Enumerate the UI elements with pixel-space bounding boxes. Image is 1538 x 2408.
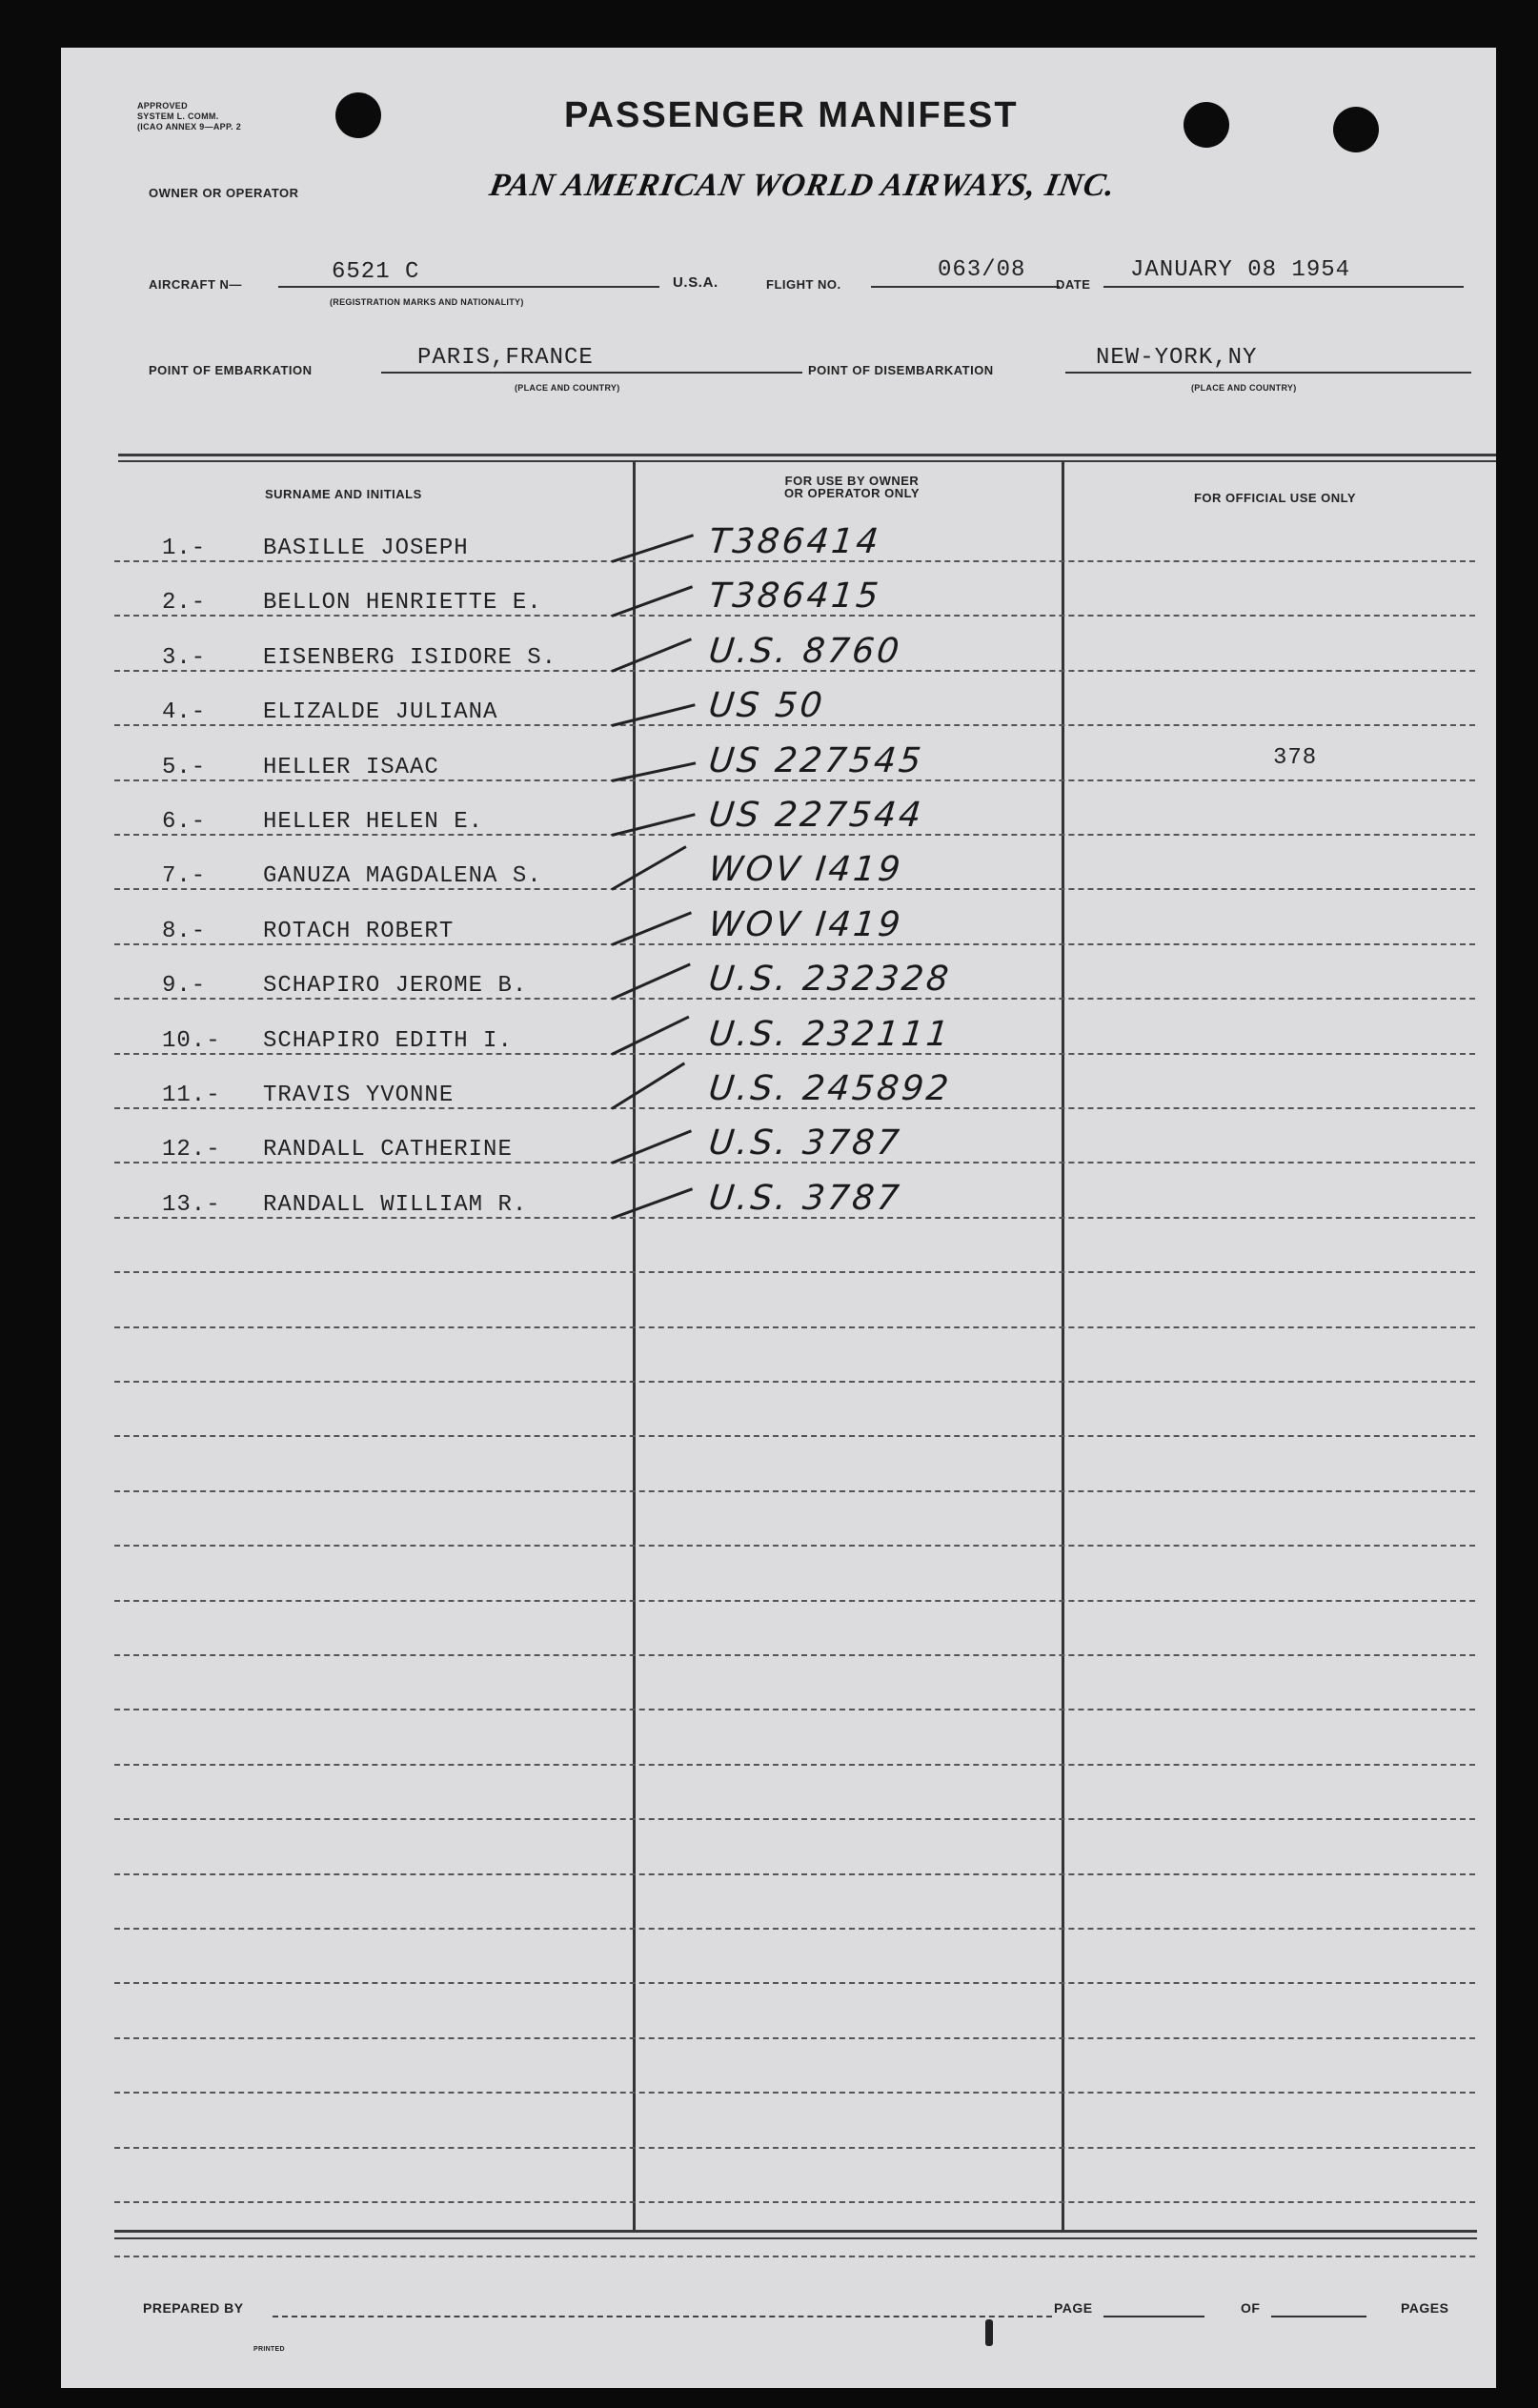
approval-line: (ICAO ANNEX 9—APP. 2: [137, 122, 242, 132]
table-row: [61, 1123, 1496, 1182]
passenger-name: HELLER ISAAC: [263, 754, 439, 780]
embark-underline: [381, 372, 802, 374]
operator-entry: US 50: [706, 686, 827, 726]
date-underline: [1103, 286, 1464, 288]
table-row: [61, 522, 1496, 580]
aircraft-label: AIRCRAFT N—: [149, 277, 242, 292]
flight-value: 063/08: [938, 257, 1026, 283]
row-rule: [114, 2201, 1475, 2203]
table-bottom-rule: [114, 2230, 1477, 2233]
row-number: 2.-: [162, 590, 207, 617]
check-mark: [611, 963, 690, 1001]
check-mark: [611, 911, 692, 945]
page-title: PASSENGER MANIFEST: [564, 95, 1019, 135]
row-rule: [114, 1818, 1475, 1820]
col-official-header: FOR OFFICIAL USE ONLY: [1193, 491, 1357, 505]
row-rule: [114, 2147, 1475, 2149]
passenger-name: BASILLE JOSEPH: [263, 536, 469, 561]
passenger-name: TRAVIS YVONNE: [263, 1083, 455, 1108]
col-surname-header: SURNAME AND INITIALS: [265, 487, 422, 501]
row-number: 5.-: [162, 754, 207, 780]
punch-hole-center-right: [1184, 102, 1229, 148]
table-bottom-rule-2: [114, 2237, 1477, 2239]
page-line: [1103, 2316, 1204, 2317]
row-rule: [114, 1545, 1475, 1547]
flight-underline: [871, 286, 1060, 288]
operator-entry: US 227544: [706, 796, 926, 835]
row-rule: [114, 1928, 1475, 1930]
prepared-by-line: [273, 2316, 1052, 2319]
disembark-note: (PLACE AND COUNTRY): [1191, 383, 1297, 393]
operator-entry: WOV I419: [706, 850, 905, 890]
manifest-sheet: [61, 48, 1496, 2388]
row-rule: [114, 1271, 1475, 1273]
passenger-name: RANDALL WILLIAM R.: [263, 1191, 528, 1218]
table-row: [61, 1178, 1496, 1237]
check-mark: [612, 761, 697, 782]
row-number: 8.-: [162, 918, 207, 944]
passenger-name: SCHAPIRO JEROME B.: [263, 973, 528, 1000]
operator-entry: US 227545: [706, 740, 926, 780]
embark-value: PARIS,FRANCE: [417, 345, 594, 371]
row-rule: [114, 1435, 1475, 1437]
row-number: 7.-: [162, 863, 207, 890]
row-number: 1.-: [162, 536, 207, 561]
table-row: [61, 796, 1496, 854]
row-number: 9.-: [162, 973, 207, 1000]
operator-entry: U.S. 8760: [706, 631, 904, 671]
flight-label: FLIGHT NO.: [766, 277, 841, 292]
row-rule: [114, 1709, 1475, 1710]
operator-entry: U.S. 232328: [706, 960, 954, 1000]
col-operator-header-line1: FOR USE BY OWNER: [784, 474, 920, 488]
table-row: [61, 577, 1496, 635]
table-row: [61, 631, 1496, 690]
page-label: PAGE: [1054, 2300, 1093, 2316]
punch-hole-left: [335, 92, 381, 138]
check-mark: [612, 813, 696, 837]
table-row: [61, 850, 1496, 908]
row-number: 10.-: [162, 1027, 221, 1054]
check-mark: [611, 1015, 689, 1055]
aircraft-value: 6521 C: [332, 259, 420, 285]
passenger-name: BELLON HENRIETTE E.: [263, 590, 542, 617]
table-row: [61, 960, 1496, 1018]
row-rule: [114, 1381, 1475, 1383]
approval-line: SYSTEM L. COMM.: [137, 111, 219, 121]
table-row: [61, 1069, 1496, 1127]
operator-entry: U.S. 245892: [706, 1069, 954, 1108]
approval-line: APPROVED: [137, 101, 188, 111]
table-row: [61, 686, 1496, 744]
passenger-name: EISENBERG ISIDORE S.: [263, 644, 557, 671]
table-row: [61, 740, 1496, 799]
disembark-underline: [1065, 372, 1471, 374]
row-number: 12.-: [162, 1137, 221, 1164]
row-rule: [114, 1654, 1475, 1656]
official-entry: 378: [1273, 744, 1318, 771]
row-number: 11.-: [162, 1083, 221, 1108]
usa-label: U.S.A.: [673, 274, 718, 291]
of-label: OF: [1241, 2300, 1261, 2316]
row-number: 4.-: [162, 699, 207, 726]
row-number: 3.-: [162, 644, 207, 671]
row-rule: [114, 2256, 1475, 2257]
embark-note: (PLACE AND COUNTRY): [515, 383, 620, 393]
operator-entry: U.S. 3787: [706, 1123, 904, 1164]
check-mark: [611, 637, 692, 672]
registration-note: (REGISTRATION MARKS AND NATIONALITY): [330, 297, 524, 307]
table-row: [61, 1014, 1496, 1073]
check-mark: [612, 534, 695, 563]
col-operator-header: [644, 475, 1060, 499]
embark-label: POINT OF EMBARKATION: [149, 363, 313, 377]
passenger-name: SCHAPIRO EDITH I.: [263, 1027, 513, 1054]
printer-mark: PRINTED: [253, 2346, 285, 2353]
row-rule: [114, 2037, 1475, 2039]
col-operator-header-line2: OR OPERATOR ONLY: [783, 486, 921, 500]
row-rule: [114, 2092, 1475, 2094]
date-value: JANUARY 08 1954: [1130, 257, 1351, 283]
passenger-name: GANUZA MAGDALENA S.: [263, 863, 542, 890]
check-mark: [612, 703, 696, 727]
approval-stamp: [137, 101, 241, 132]
table-top-rule: [118, 454, 1496, 456]
date-label: DATE: [1056, 277, 1091, 292]
pen-mark: [985, 2319, 993, 2346]
passenger-name: RANDALL CATHERINE: [263, 1137, 513, 1164]
punch-hole-right: [1333, 107, 1379, 152]
check-mark: [611, 586, 693, 618]
operator-entry: T386415: [706, 577, 883, 617]
table-row: [61, 904, 1496, 963]
row-rule: [114, 1764, 1475, 1766]
passenger-name: HELLER HELEN E.: [263, 809, 484, 835]
row-rule: [114, 1490, 1475, 1492]
row-rule: [114, 1873, 1475, 1875]
owner-label: OWNER OR OPERATOR: [149, 186, 299, 200]
aircraft-underline: [278, 286, 659, 288]
pages-label: PAGES: [1401, 2300, 1449, 2316]
row-rule: [114, 1600, 1475, 1602]
passenger-name: ROTACH ROBERT: [263, 918, 455, 944]
table-top-rule-2: [118, 460, 1496, 462]
check-mark: [611, 1130, 692, 1164]
airline-name: PAN AMERICAN WORLD AIRWAYS, INC.: [486, 168, 1119, 203]
of-line: [1271, 2316, 1366, 2317]
row-number: 6.-: [162, 809, 207, 835]
row-number: 13.-: [162, 1191, 221, 1218]
row-rule: [114, 1326, 1475, 1328]
operator-entry: T386414: [706, 522, 883, 561]
check-mark: [611, 1187, 693, 1220]
operator-entry: WOV I419: [706, 904, 905, 944]
operator-entry: U.S. 3787: [706, 1178, 904, 1218]
prepared-by-label: PREPARED BY: [143, 2300, 244, 2316]
operator-entry: U.S. 232111: [706, 1014, 954, 1054]
disembark-value: NEW-YORK,NY: [1096, 345, 1258, 371]
disembark-label: POINT OF DISEMBARKATION: [808, 363, 994, 377]
row-rule: [114, 1982, 1475, 1984]
passenger-name: ELIZALDE JULIANA: [263, 699, 498, 726]
